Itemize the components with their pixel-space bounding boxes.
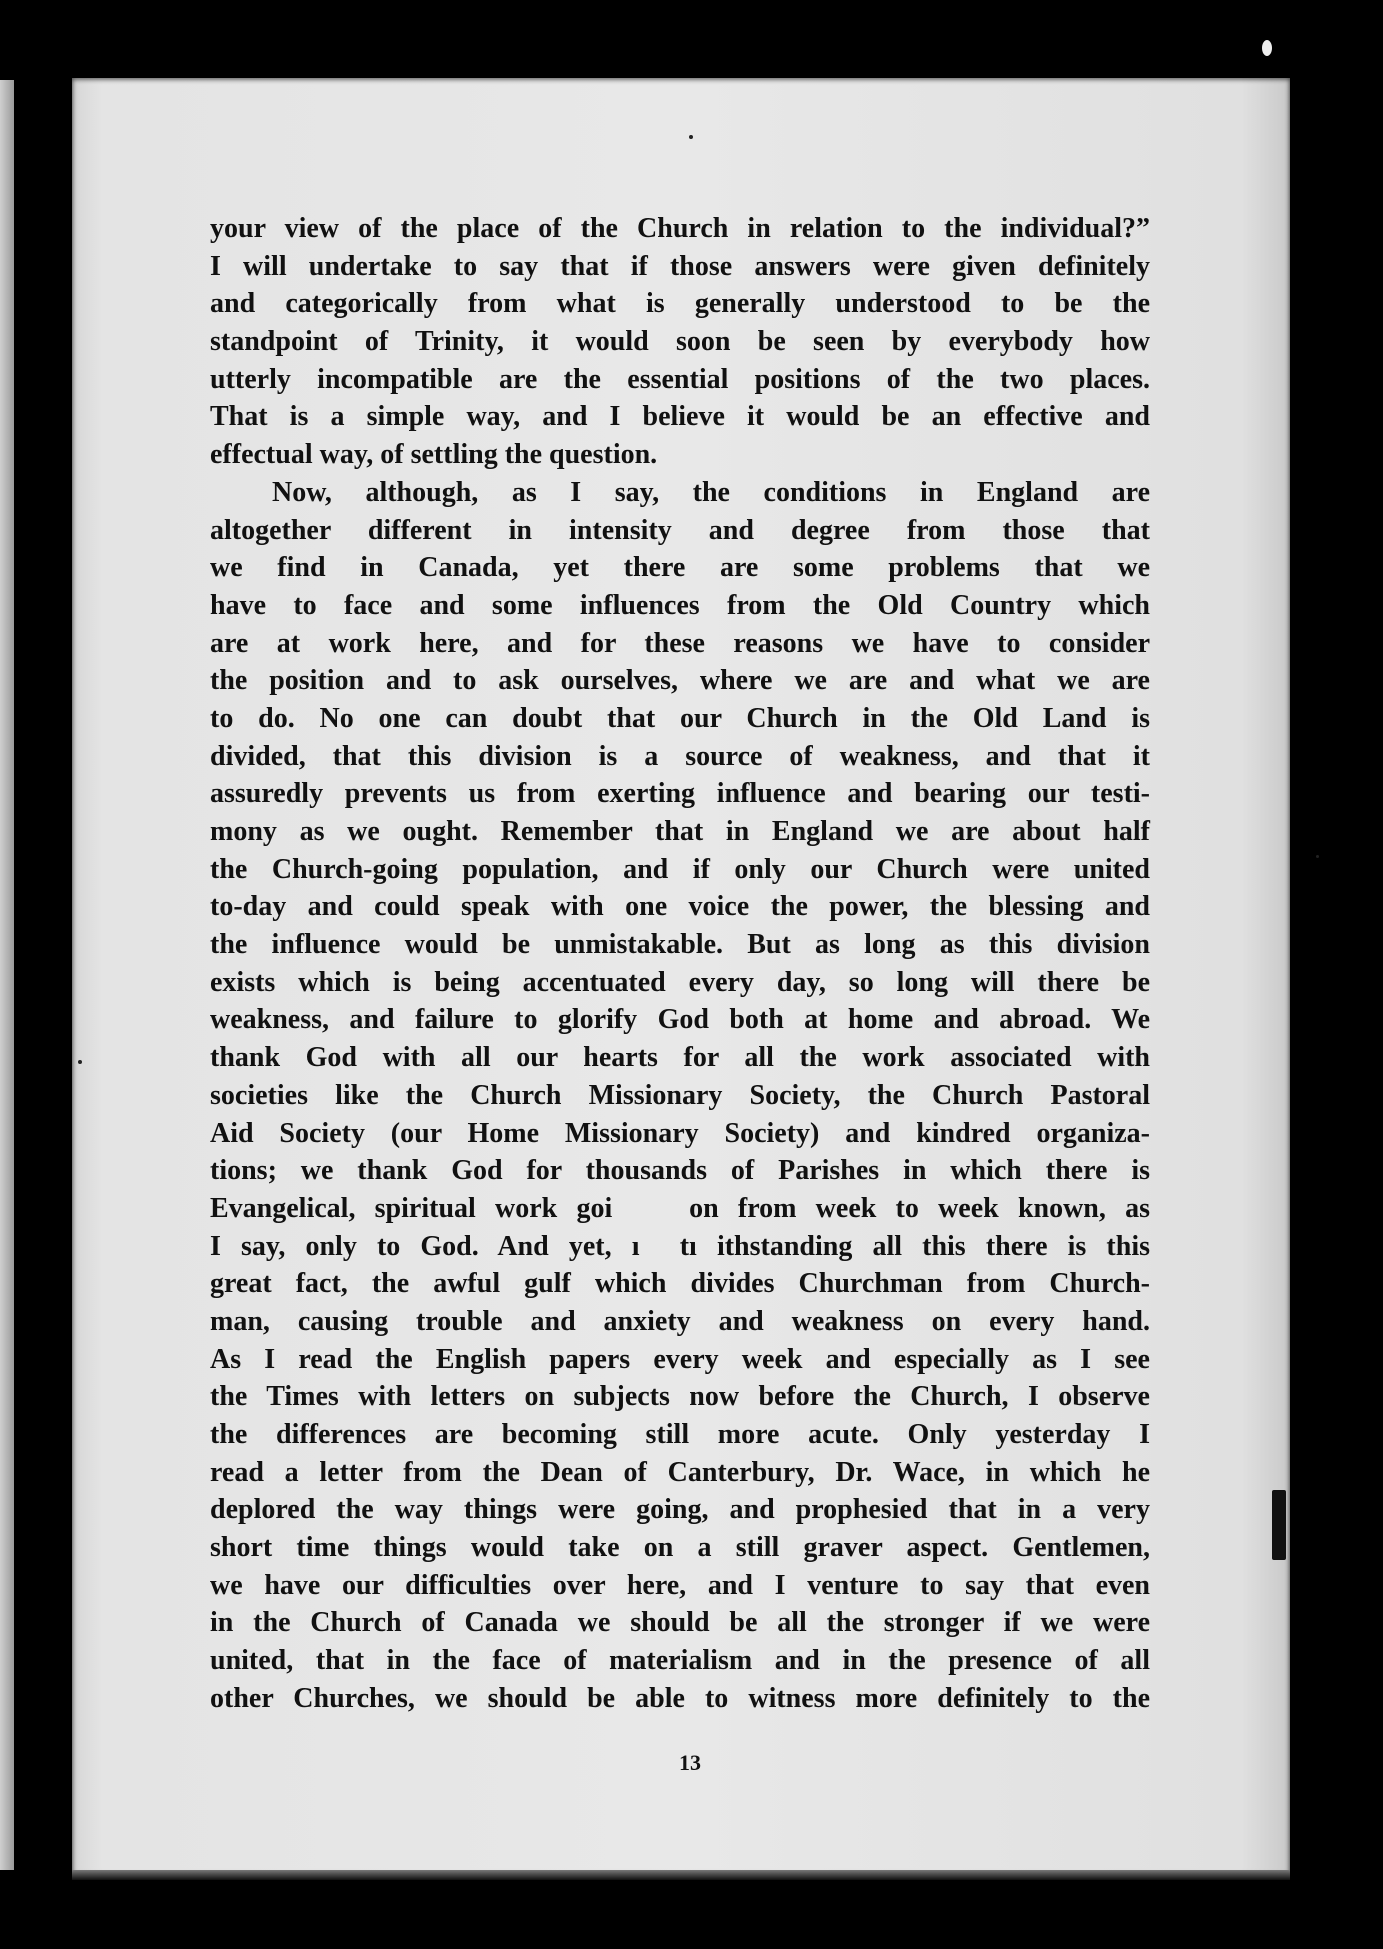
text-line: we find in Canada, yet there are some problems that we (210, 552, 1150, 584)
text-line: Evangelical, spiritual work goi on from week to week known, as (210, 1192, 1150, 1224)
page-left-edge (0, 80, 14, 1870)
text-line: standpoint of Trinity, it would soon be seen by everybody how (210, 326, 1150, 358)
text-line: assuredly prevents us from exerting influence and bearing our testi- (210, 778, 1150, 810)
text-line: As I read the English papers every week and especially as I see (210, 1343, 1150, 1375)
text-line: and categorically from what is generally understood to be the (210, 288, 1150, 320)
text-line: your view of the place of the Church in relation to the individual?” (210, 213, 1150, 244)
text-line: Now, although, as I say, the conditions in England are (272, 476, 1150, 508)
scan-speck (1272, 1490, 1286, 1560)
text-line: deplored the way things were going, and prophesied that in a very (210, 1494, 1150, 1526)
text-line: I say, only to God. And yet, ı tı ithstanding all this there is this (210, 1230, 1150, 1262)
body-text (210, 210, 1150, 1718)
text-line: thank God with all our hearts for all the work associated with (210, 1042, 1150, 1074)
text-line: united, that in the face of materialism and in the presence of all (210, 1645, 1150, 1677)
text-line: to do. No one can doubt that our Church in the Old Land is (210, 702, 1150, 734)
text-line: man, causing trouble and anxiety and weakness on every hand. (210, 1305, 1150, 1337)
text-line: to-day and could speak with one voice the power, the blessing and (210, 891, 1150, 923)
text-line: divided, that this division is a source of weakness, and that it (210, 740, 1150, 772)
text-line: mony as we ought. Remember that in England we are about half (210, 816, 1150, 847)
text-line: the position and to ask ourselves, where we are and what we are (210, 665, 1150, 697)
page-bottom-shadow (72, 1870, 1290, 1880)
text-line: read a letter from the Dean of Canterbury, Dr. Wace, in which he (210, 1456, 1150, 1488)
text-line: are at work here, and for these reasons we have to consider (210, 627, 1150, 659)
text-line: great fact, the awful gulf which divides Churchman from Church- (210, 1268, 1150, 1300)
text-line: I will undertake to say that if those answers were given definitely (210, 250, 1150, 282)
scan-speck (689, 135, 693, 139)
text-line: tions; we thank God for thousands of Parishes in which there is (210, 1155, 1150, 1187)
text-line: That is a simple way, and I believe it would be an effective and (210, 401, 1150, 433)
text-line: the Church-going population, and if only our Church were united (210, 853, 1150, 885)
scan-speck (1316, 855, 1319, 858)
text-line: in the Church of Canada we should be all the stronger if we were (210, 1607, 1150, 1639)
text-line: have to face and some influences from the Old Country which (210, 589, 1150, 621)
text-line: Aid Society (our Home Missionary Society) and kindred organiza- (210, 1117, 1150, 1149)
text-line: the differences are becoming still more acute. Only yesterday I (210, 1419, 1150, 1450)
text-line: the influence would be unmistakable. But as long as this division (210, 929, 1150, 961)
text-line: short time things would take on a still graver aspect. Gentlemen, (210, 1532, 1150, 1564)
scan-speck (1262, 40, 1272, 56)
text-line: societies like the Church Missionary Society, the Church Pastoral (210, 1079, 1150, 1111)
scan-speck (78, 1060, 82, 1064)
text-line: the Times with letters on subjects now before the Church, I observe (210, 1381, 1150, 1413)
text-line: other Churches, we should be able to witness more definitely to the (210, 1682, 1150, 1714)
text-line: we have our difficulties over here, and I venture to say that even (210, 1569, 1150, 1601)
text-line: altogether different in intensity and degree from those that (210, 514, 1150, 546)
text-line: effectual way, of settling the question. (210, 439, 658, 471)
text-line: utterly incompatible are the essential positions of the two places. (210, 363, 1150, 395)
page-number: 13 (679, 1750, 701, 1775)
text-line: weakness, and failure to glorify God both at home and abroad. We (210, 1004, 1150, 1036)
text-line: exists which is being accentuated every day, so long will there be (210, 966, 1150, 998)
